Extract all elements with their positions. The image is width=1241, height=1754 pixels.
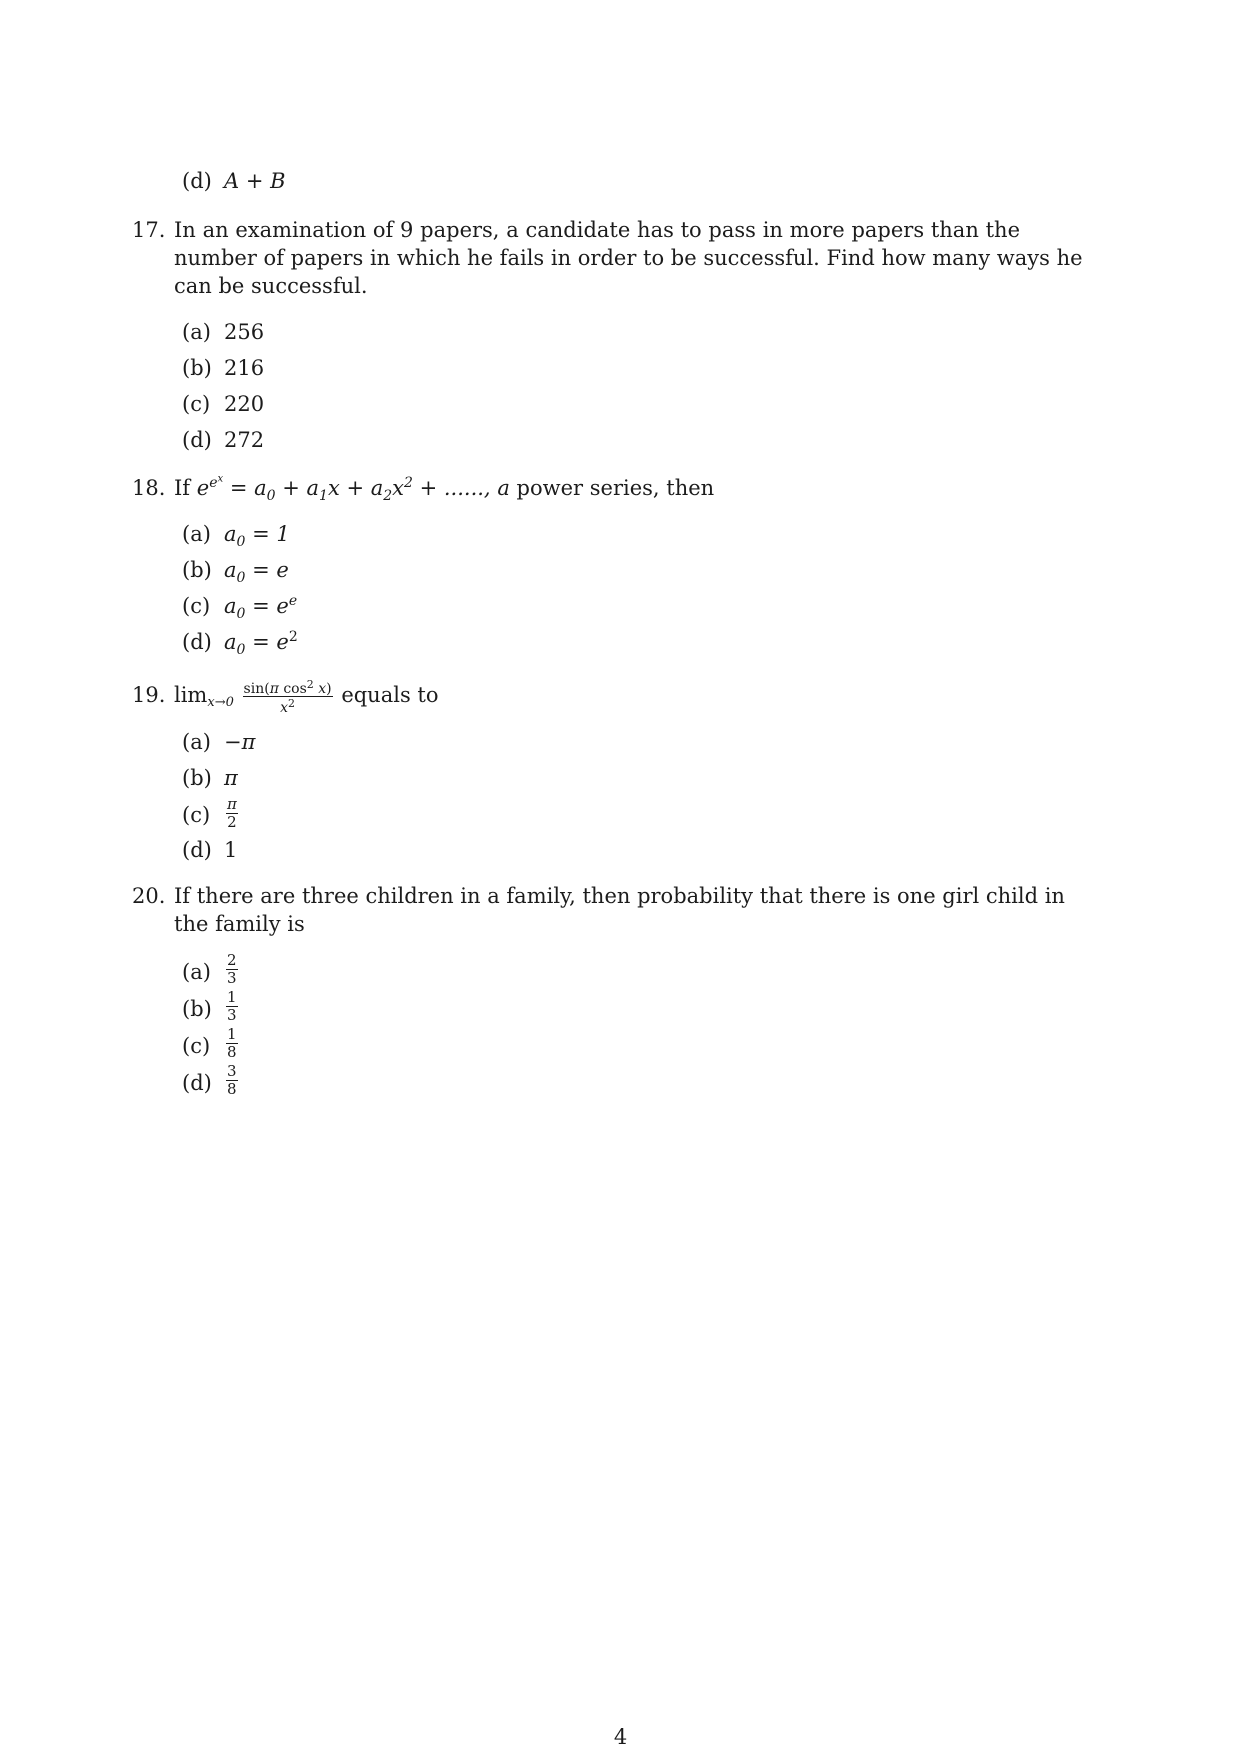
question-text	[174, 473, 715, 505]
question-text-line: number of papers in which he fails in order to be successful. Find how many ways he	[174, 246, 1083, 270]
option-value: 256	[224, 320, 265, 344]
question-text	[174, 667, 438, 731]
option-label: (c)	[182, 392, 211, 416]
option-value: $a_0 = 1$	[224, 522, 290, 551]
option-value: 220	[224, 392, 265, 416]
option-value: $\frac{2}{3}$	[227, 951, 237, 987]
fraction-numerator: sin(π $\cos^2 x$)	[243, 678, 332, 697]
option-label: (a)	[182, 320, 211, 344]
option-value: −π	[224, 730, 256, 754]
question-text-line: In an examination of 9 papers, a candidate has to pass in more papers than the	[174, 218, 1020, 242]
page-number: 4	[613, 1725, 628, 1749]
limit-subscript: x→0	[207, 695, 234, 710]
if-word: If	[174, 476, 191, 500]
question-text-line: can be successful.	[174, 274, 368, 298]
option-value: π	[224, 766, 238, 790]
option-label: (c)	[182, 594, 211, 618]
question-number: 17.	[132, 218, 166, 242]
article-a: a	[497, 476, 510, 500]
option-label: (a)	[182, 522, 211, 546]
option-label: (b)	[182, 766, 212, 790]
option-label: (c)	[182, 803, 211, 827]
prev-option-value: A + B	[224, 169, 286, 193]
option-value: $a_0 = e$	[224, 558, 289, 587]
option-label: (b)	[182, 997, 212, 1021]
option-label: (d)	[182, 838, 212, 862]
question-number: 18.	[132, 476, 166, 500]
option-value: $\frac{\pi}{2}$	[227, 795, 237, 831]
option-label: (a)	[182, 730, 211, 754]
question-tail: equals to	[341, 683, 439, 707]
option-label: (c)	[182, 1034, 211, 1058]
option-value: 1	[224, 838, 238, 862]
option-label: (d)	[182, 428, 212, 452]
option-label: (b)	[182, 356, 212, 380]
option-value: $a_0 = e^e$	[224, 593, 298, 623]
question-number: 20.	[132, 884, 166, 908]
limit-fraction	[243, 678, 333, 715]
series-expression: = $a_0 + a_1x + a_2x^2$ + ......,	[229, 475, 491, 505]
fraction-denominator: $x^2$	[280, 697, 296, 716]
option-value: 272	[224, 428, 265, 452]
option-value: $\frac{1}{3}$	[227, 988, 237, 1024]
question-text-line: the family is	[174, 912, 305, 936]
option-label: (d)	[182, 1071, 212, 1095]
power-exp-inner: x	[217, 473, 224, 485]
prev-option-label: (d)	[182, 169, 212, 193]
option-label: (b)	[182, 558, 212, 582]
option-value: $\frac{3}{8}$	[227, 1062, 237, 1098]
option-label: (d)	[182, 630, 212, 654]
power-base: e	[196, 476, 210, 500]
question-number: 19.	[132, 683, 166, 707]
option-label: (a)	[182, 960, 211, 984]
power-exp: e	[209, 475, 218, 491]
question-tail: power series, then	[516, 476, 715, 500]
option-value: $\frac{1}{8}$	[227, 1025, 237, 1061]
option-value: $a_0 = e^2$	[224, 629, 298, 659]
limit-operator: lim	[174, 683, 208, 707]
option-value: 216	[224, 356, 265, 380]
question-text-line: If there are three children in a family, then probability that there is one girl child in	[174, 884, 1065, 908]
